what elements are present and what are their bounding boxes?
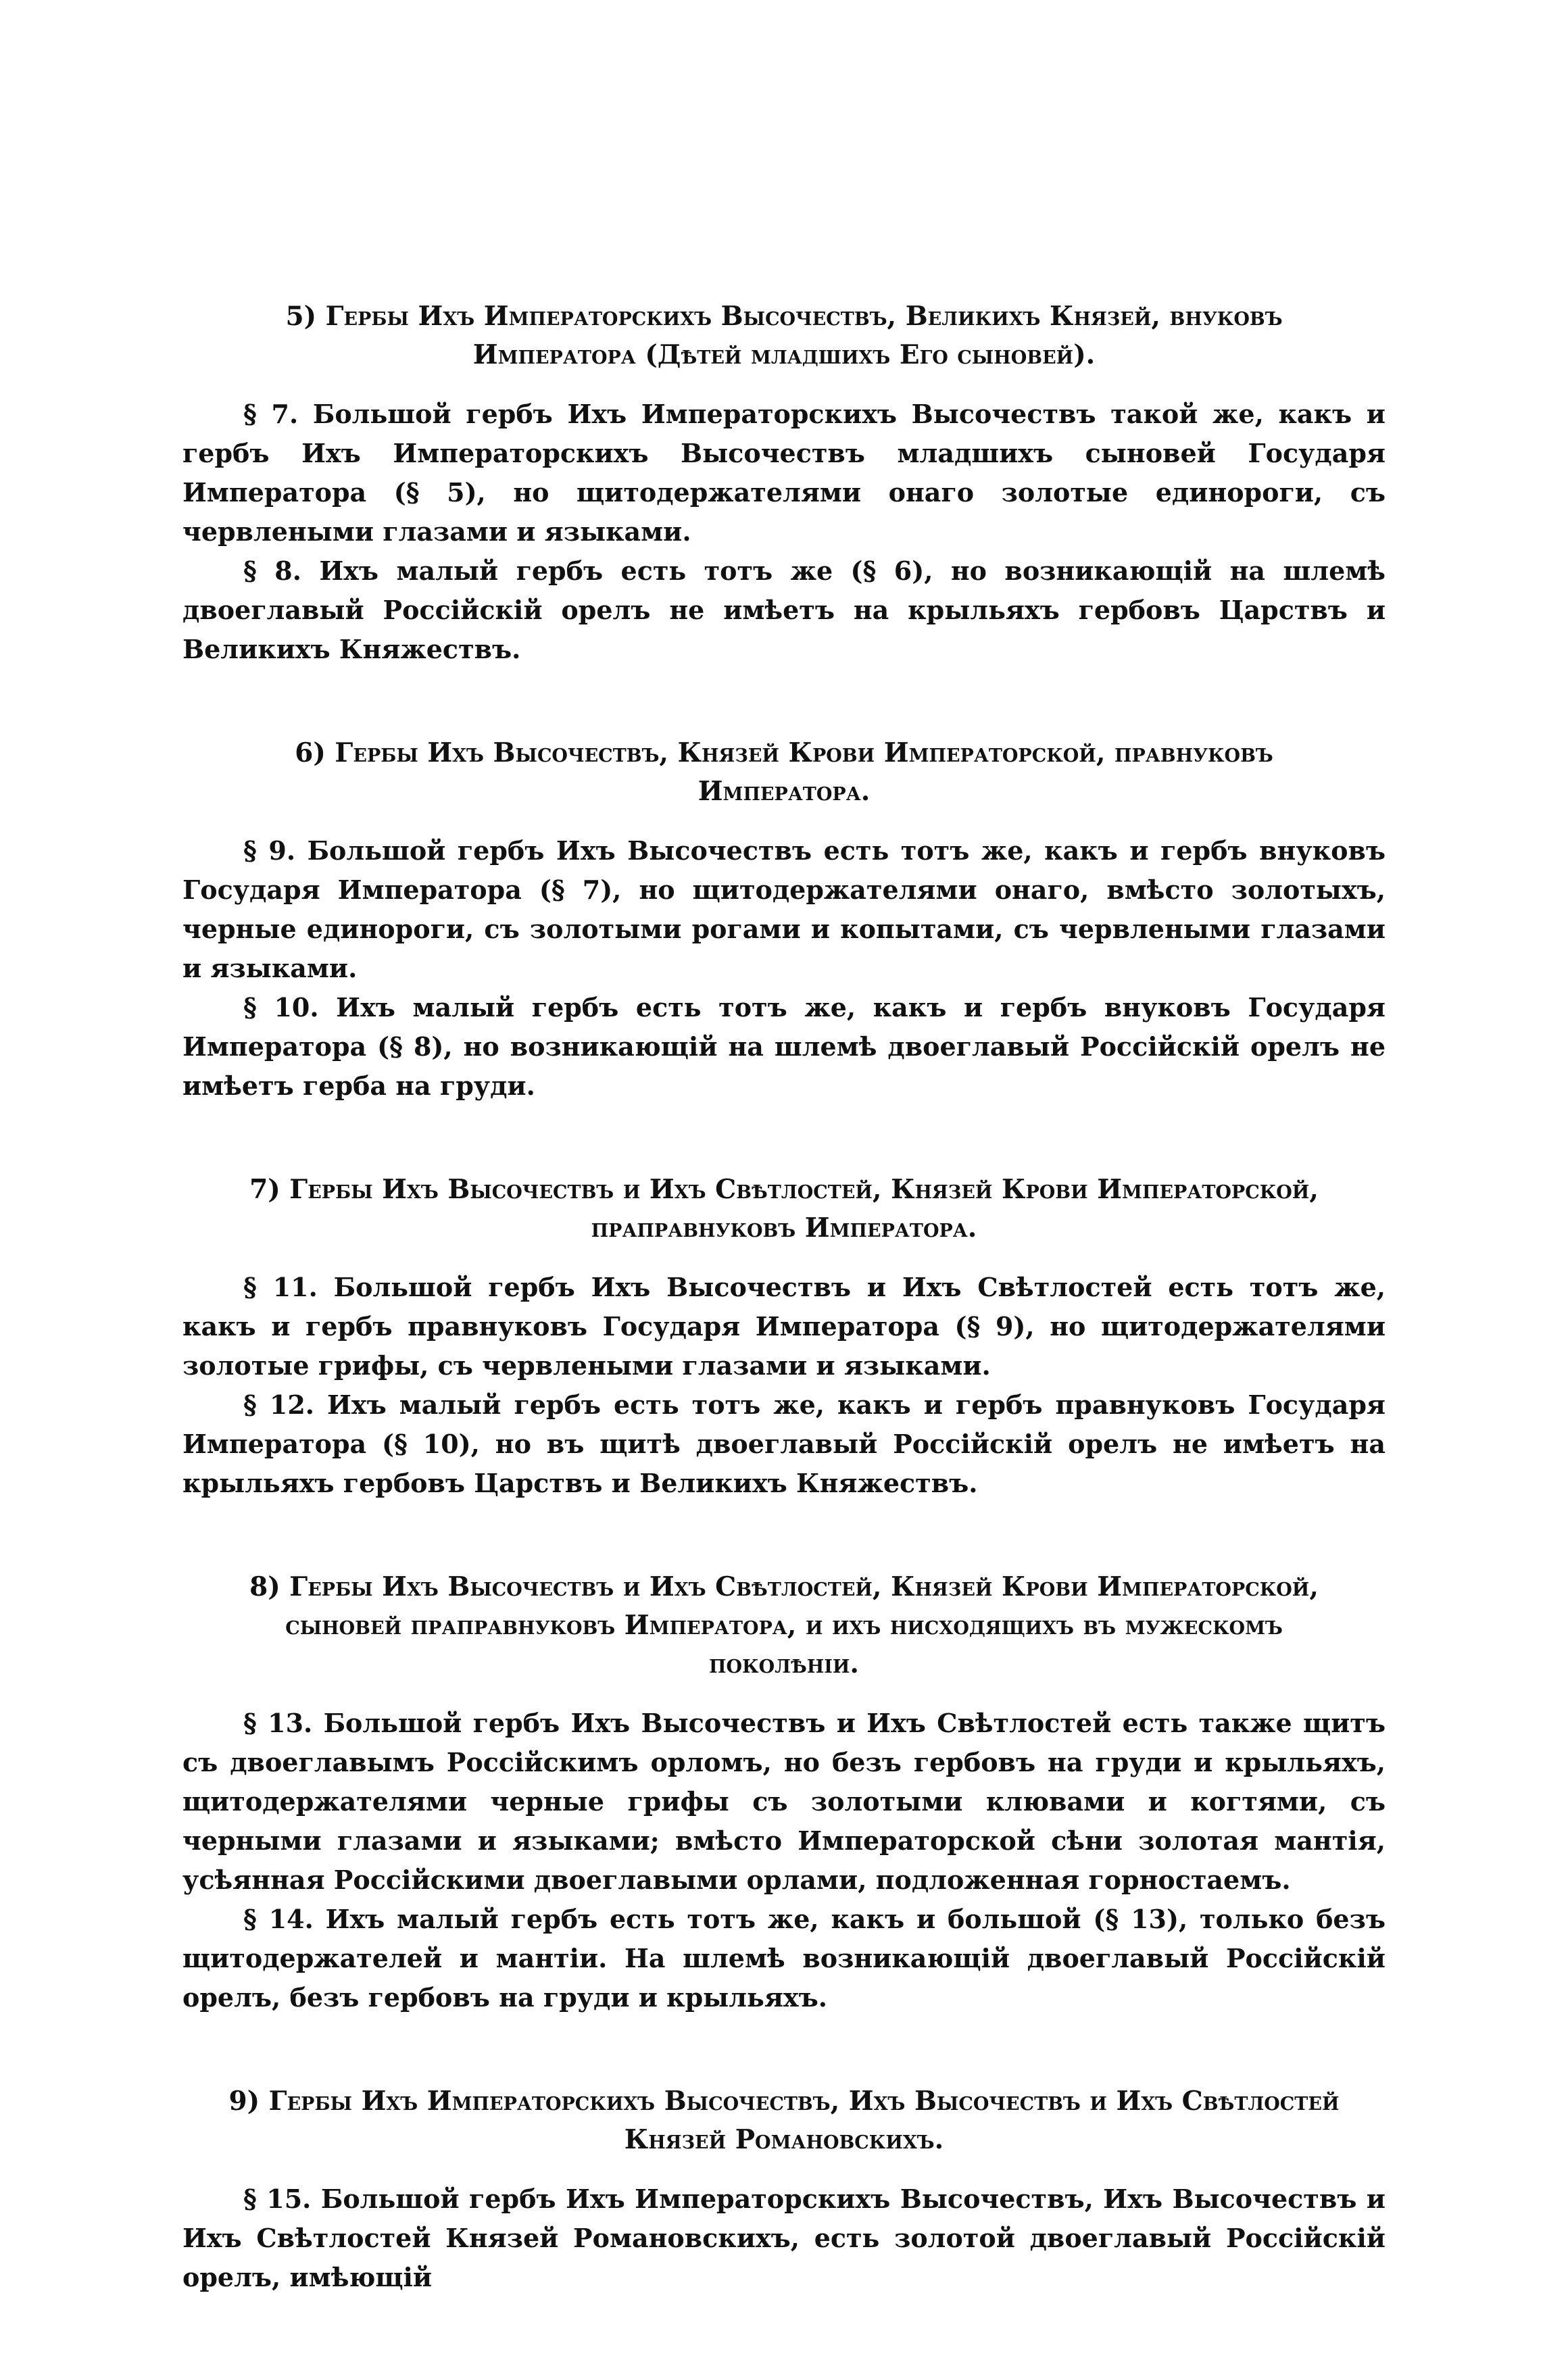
section-heading: 9) Гербы Ихъ Императорскихъ Высочествъ, Ихъ Высочествъ и Ихъ Свѣтлостей Князей Романовскихъ. — [228, 2086, 1340, 2155]
section-heading: 6) Гербы Ихъ Высочествъ, Князей Крови Императорской, правнуковъ Императора. — [295, 737, 1273, 807]
section-6 — [182, 734, 1386, 1106]
section-7 — [182, 1171, 1386, 1503]
paragraph-8: § 8. Ихъ малый гербъ есть тотъ же (§ 6), но возникающій на шлемѣ двоеглавый Россійскій орелъ не имѣетъ на крыльяхъ гербовъ Царствъ и Великихъ Княжествъ. — [182, 556, 1386, 664]
paragraph-7: § 7. Большой гербъ Ихъ Императорскихъ Высочествъ такой же, какъ и гербъ Ихъ Императорскихъ Высочествъ младшихъ сыновей Государя Императора (§ 5), но щитодержателями онаго золотые единороги, съ червлеными глазами и языками. — [182, 399, 1386, 547]
section-heading: 7) Гербы Ихъ Высочествъ и Ихъ Свѣтлостей, Князей Крови Императорской, праправнуковъ Императора. — [249, 1174, 1319, 1244]
paragraph-14: § 14. Ихъ малый гербъ есть тотъ же, какъ и большой (§ 13), только безъ щитодержателей и мантіи. На шлемѣ возникающій двоеглавый Россійскій орелъ, безъ гербовъ на груди и крыльяхъ. — [182, 1904, 1386, 2013]
document-page — [182, 297, 1386, 2362]
paragraph-11: § 11. Большой гербъ Ихъ Высочествъ и Ихъ Свѣтлостей есть тотъ же, какъ и гербъ правнуковъ Государя Императора (§ 9), но щитодержателями золотые грифы, съ червлеными глазами и языками. — [182, 1272, 1386, 1381]
paragraph-12: § 12. Ихъ малый гербъ есть тотъ же, какъ и гербъ правнуковъ Государя Императора (§ 10), но въ щитѣ двоеглавый Россійскій орелъ не имѣетъ на крыльяхъ гербовъ Царствъ и Великихъ Княжествъ. — [182, 1389, 1386, 1498]
paragraph-15: § 15. Большой гербъ Ихъ Императорскихъ Высочествъ, Ихъ Высочествъ и Ихъ Свѣтлостей Князей Романовскихъ, есть золотой двоеглавый Россійскій орелъ, имѣющій — [182, 2184, 1386, 2292]
section-9 — [182, 2082, 1386, 2297]
paragraph-13: § 13. Большой гербъ Ихъ Высочествъ и Ихъ Свѣтлостей есть также щитъ съ двоеглавымъ Россійскимъ орломъ, но безъ гербовъ на груди и крыльяхъ, щитодержателями черные грифы съ золотыми клювами и когтями, съ черными глазами и языками; вмѣсто Императорской сѣни золотая мантія, усѣянная Россійскими двоеглавыми орлами, подложенная горностаемъ. — [182, 1708, 1386, 1895]
section-heading: 5) Гербы Ихъ Императорскихъ Высочествъ, Великихъ Князей, внуковъ Императора (Дѣтей младшихъ Его сыновей). — [285, 301, 1283, 370]
paragraph-9: § 9. Большой гербъ Ихъ Высочествъ есть тотъ же, какъ и гербъ внуковъ Государя Императора (§ 7), но щитодержателями онаго, вмѣсто золотыхъ, черные единороги, съ золотыми рогами и копытами, съ червлеными глазами и языками. — [182, 835, 1386, 983]
section-heading: 8) Гербы Ихъ Высочествъ и Ихъ Свѣтлостей, Князей Крови Императорской, сыновей праправнуковъ Императора, и ихъ нисходящихъ въ мужескомъ поколѣніи. — [249, 1571, 1319, 1679]
section-5 — [182, 297, 1386, 669]
paragraph-10: § 10. Ихъ малый гербъ есть тотъ же, какъ и гербъ внуковъ Государя Императора (§ 8), но возникающій на шлемѣ двоеглавый Россійскій орелъ не имѣетъ герба на груди. — [182, 992, 1386, 1101]
section-8 — [182, 1568, 1386, 2017]
